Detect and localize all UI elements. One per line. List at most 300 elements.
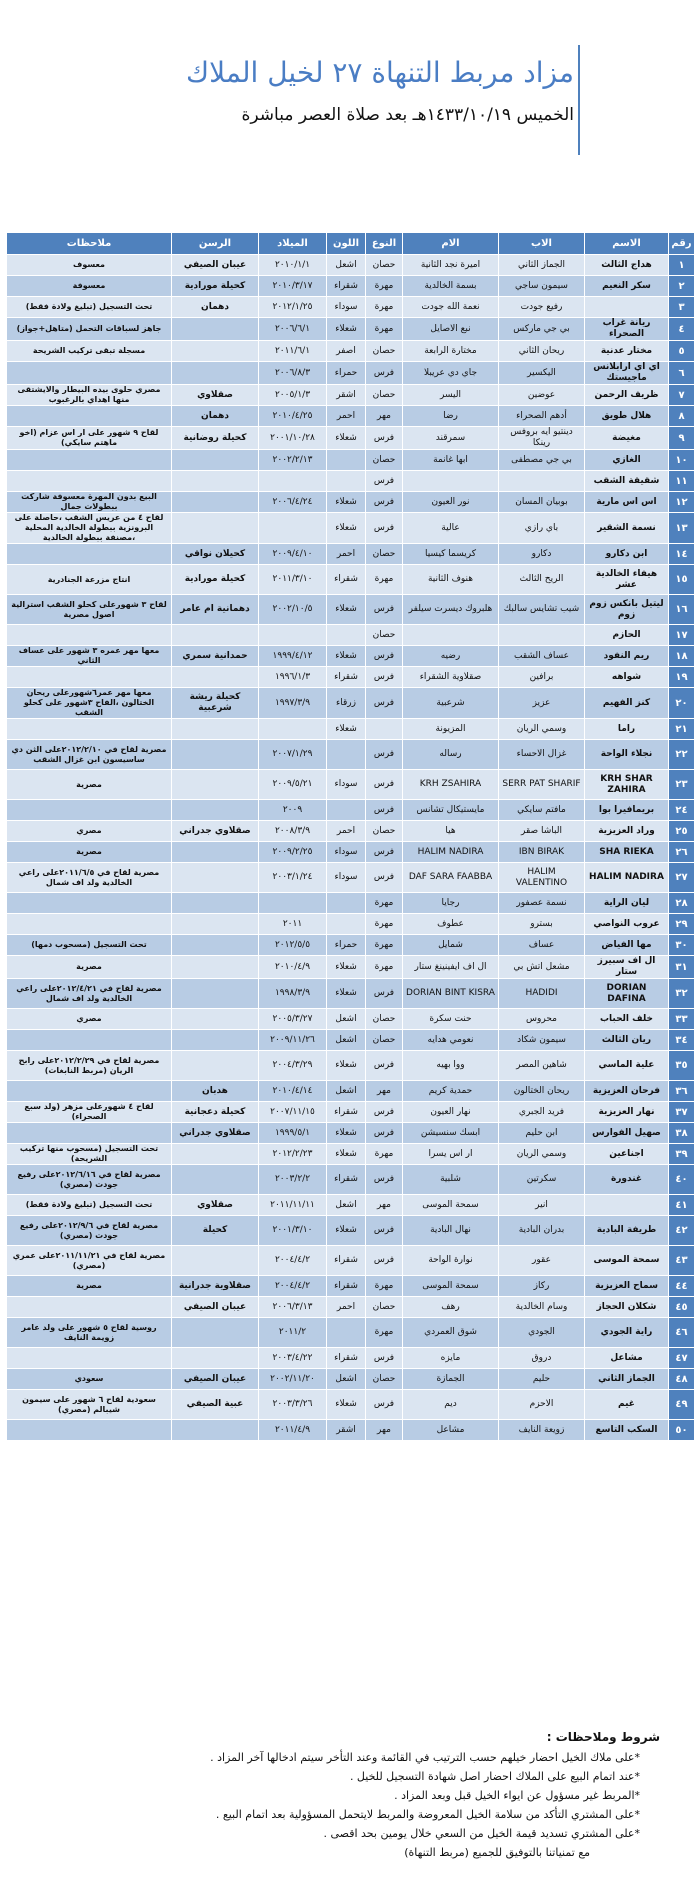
- sire: شاهين المصر: [499, 1051, 585, 1081]
- strain: [172, 667, 259, 688]
- sire: ريحان الختالون: [499, 1081, 585, 1102]
- auction-table: [6, 232, 695, 1441]
- horse-name: نجلاء الواحة: [585, 740, 669, 770]
- horse-name: غندورة: [585, 1165, 669, 1195]
- horse-name: مها الفياض: [585, 935, 669, 956]
- table-row: [7, 1123, 695, 1144]
- page-subtitle: الخميس ١٤٣٣/١٠/١٩هـ بعد صلاة العصر مباشرة: [241, 105, 574, 125]
- table-row: [7, 471, 695, 492]
- table-row: [7, 1195, 695, 1216]
- notes: تحت التسجيل (مسحوب منها تركيب الشريحة): [7, 1144, 172, 1165]
- sire: زويعة النايف: [499, 1420, 585, 1441]
- birth-date: ٢٠٠٧/١/٢٩: [259, 740, 327, 770]
- table-header-row: [7, 233, 695, 255]
- column-header: اللون: [327, 233, 366, 255]
- row-number: ٢٠: [669, 688, 695, 719]
- horse-name: راما: [585, 719, 669, 740]
- color: شقراء: [327, 667, 366, 688]
- type: فرس: [366, 1102, 403, 1123]
- birth-date: ٢٠١٠/٤/١٤: [259, 1081, 327, 1102]
- type: فرس: [366, 667, 403, 688]
- sire: غزال الاحساء: [499, 740, 585, 770]
- type: فرس: [366, 863, 403, 893]
- dam: عالية: [403, 513, 499, 544]
- color: حمراء: [327, 362, 366, 385]
- sire: الجودي: [499, 1318, 585, 1348]
- row-number: ٣١: [669, 956, 695, 979]
- type: حصان: [366, 1030, 403, 1051]
- notes: [7, 667, 172, 688]
- sire: فريد الجبري: [499, 1102, 585, 1123]
- notes: البيع بدون المهرة معسوفة شاركت ببطولات جمال: [7, 492, 172, 513]
- color: اشعل: [327, 1030, 366, 1051]
- dam: جاي دي عريبلا: [403, 362, 499, 385]
- notes: روسية لقاح ٥ شهور على ولد عامر زويمة النايف: [7, 1318, 172, 1348]
- sire: بي جي ماركس: [499, 318, 585, 341]
- birth-date: ٢٠٠٦/٦/١: [259, 318, 327, 341]
- dam: شوق العمردي: [403, 1318, 499, 1348]
- color: احمر: [327, 821, 366, 842]
- dam: المزيونة: [403, 719, 499, 740]
- column-header: الاسم: [585, 233, 669, 255]
- sire: [499, 471, 585, 492]
- table-row: [7, 1030, 695, 1051]
- dam: شلبية: [403, 1165, 499, 1195]
- strain: [172, 914, 259, 935]
- sire: باي رازي: [499, 513, 585, 544]
- notes: لقاح ٣ شهورعلى كحلو الشقب استرالية اصول مصرية: [7, 595, 172, 625]
- color: شعلاء: [327, 492, 366, 513]
- row-number: ١: [669, 255, 695, 276]
- row-number: ٢٥: [669, 821, 695, 842]
- row-number: ٢٢: [669, 740, 695, 770]
- horse-name: شقيقة الشقب: [585, 471, 669, 492]
- birth-date: ١٩٩٧/٣/٩: [259, 688, 327, 719]
- color: شقراء: [327, 1348, 366, 1369]
- color: شعلاء: [327, 1144, 366, 1165]
- sire: وسام الخالدية: [499, 1297, 585, 1318]
- strain: عبية الصيفي: [172, 1390, 259, 1420]
- strain: صقلاوي جدراني: [172, 821, 259, 842]
- column-header: الميلاد: [259, 233, 327, 255]
- row-number: ٣٨: [669, 1123, 695, 1144]
- color: [327, 471, 366, 492]
- birth-date: [259, 893, 327, 914]
- type: فرس: [366, 646, 403, 667]
- table-row: [7, 1420, 695, 1441]
- notes: [7, 362, 172, 385]
- table-row: [7, 935, 695, 956]
- dam: ال اف ايفينينغ ستار: [403, 956, 499, 979]
- horse-name: SHA RIEKA: [585, 842, 669, 863]
- type: مهرة: [366, 1318, 403, 1348]
- birth-date: ٢٠١٢/٥/٥: [259, 935, 327, 956]
- color: اشعل: [327, 255, 366, 276]
- table-row: [7, 1276, 695, 1297]
- row-number: ٣٤: [669, 1030, 695, 1051]
- notes: لقاح ٩ شهور على ار اس عزام (اخو ماهتم سايكي): [7, 427, 172, 450]
- column-header: الرسن: [172, 233, 259, 255]
- horse-name: ليان الراية: [585, 893, 669, 914]
- dam: رضا: [403, 406, 499, 427]
- notes: مصرية لقاح في ٢٠١٢/٩/٦على رفيع جودت (مصري): [7, 1216, 172, 1246]
- notes: تحت التسجيل (تبليغ ولادة فقط): [7, 297, 172, 318]
- type: حصان: [366, 1009, 403, 1030]
- row-number: ٥٠: [669, 1420, 695, 1441]
- horse-name: هداج الثالث: [585, 255, 669, 276]
- notes: [7, 471, 172, 492]
- row-number: ١٧: [669, 625, 695, 646]
- horse-name: نهار العزيزية: [585, 1102, 669, 1123]
- table-row: [7, 646, 695, 667]
- color: [327, 800, 366, 821]
- sire: الاحزم: [499, 1390, 585, 1420]
- row-number: ٤٨: [669, 1369, 695, 1390]
- birth-date: ٢٠١١/٤/٩: [259, 1420, 327, 1441]
- strain: [172, 863, 259, 893]
- row-number: ١٣: [669, 513, 695, 544]
- color: شعلاء: [327, 719, 366, 740]
- sire: رفيع جودت: [499, 297, 585, 318]
- horse-name: ريان الثالث: [585, 1030, 669, 1051]
- strain: صقلاوي: [172, 1195, 259, 1216]
- color: اشعل: [327, 1369, 366, 1390]
- horse-name: [585, 1195, 669, 1216]
- table-row: [7, 688, 695, 719]
- dam: رضيه: [403, 646, 499, 667]
- strain: كحيلة: [172, 1216, 259, 1246]
- color: اشعل: [327, 1081, 366, 1102]
- birth-date: ٢٠٠٣/١/٢٤: [259, 863, 327, 893]
- dam: ار اس يسرا: [403, 1144, 499, 1165]
- birth-date: ٢٠٠١/١٠/٢٨: [259, 427, 327, 450]
- row-number: ٨: [669, 406, 695, 427]
- table-row: [7, 956, 695, 979]
- table-row: [7, 385, 695, 406]
- notes: [7, 1081, 172, 1102]
- color: شعلاء: [327, 1216, 366, 1246]
- horse-name: سكر النعيم: [585, 276, 669, 297]
- color: زرقاء: [327, 688, 366, 719]
- sire: شيب تشايس سالبك: [499, 595, 585, 625]
- dam: سمرقند: [403, 427, 499, 450]
- dam: رجايا: [403, 893, 499, 914]
- row-number: ١٢: [669, 492, 695, 513]
- terms-closing: مع تمنياتنا بالتوفيق للجميع (مربط التنهاة): [404, 1846, 590, 1859]
- page-header: [0, 20, 700, 140]
- row-number: ٣٣: [669, 1009, 695, 1030]
- row-number: ٤٧: [669, 1348, 695, 1369]
- horse-name: هيفاء الخالدية عشر: [585, 565, 669, 595]
- color: احمر: [327, 544, 366, 565]
- strain: [172, 935, 259, 956]
- strain: [172, 492, 259, 513]
- column-header: الام: [403, 233, 499, 255]
- terms-item: *على المشتري تسديد قيمة الخيل من السعي خلال يومين بحد اقصى .: [323, 1827, 640, 1840]
- row-number: ٢٨: [669, 893, 695, 914]
- table-body: [7, 255, 695, 1441]
- notes: مصرية: [7, 956, 172, 979]
- notes: [7, 800, 172, 821]
- strain: كحيلة روضانية: [172, 427, 259, 450]
- color: شعلاء: [327, 595, 366, 625]
- type: مهر: [366, 406, 403, 427]
- notes: انتاج مزرعة الجنادرية: [7, 565, 172, 595]
- sire: دكارو: [499, 544, 585, 565]
- strain: كحيلة مورادية: [172, 565, 259, 595]
- birth-date: ١٩٩٩/٥/١: [259, 1123, 327, 1144]
- type: حصان: [366, 544, 403, 565]
- notes: مصرية: [7, 1276, 172, 1297]
- table-row: [7, 1390, 695, 1420]
- table-row: [7, 625, 695, 646]
- color: سوداء: [327, 770, 366, 800]
- sire: ركاز: [499, 1276, 585, 1297]
- notes: مصري حلوى بيده البيطار والايشتقى منها اهداي بالرغبوب: [7, 385, 172, 406]
- type: فرس: [366, 1165, 403, 1195]
- horse-name: طريفة البادية: [585, 1216, 669, 1246]
- horse-name: شكلان الحجاز: [585, 1297, 669, 1318]
- horse-name: شواهه: [585, 667, 669, 688]
- color: شقراء: [327, 565, 366, 595]
- color: [327, 893, 366, 914]
- dam: ديم: [403, 1390, 499, 1420]
- strain: [172, 318, 259, 341]
- row-number: ٢٦: [669, 842, 695, 863]
- color: شقراء: [327, 1102, 366, 1123]
- strain: [172, 1009, 259, 1030]
- sire: HALIM VALENTINO: [499, 863, 585, 893]
- notes: مصري: [7, 821, 172, 842]
- strain: دهمان: [172, 406, 259, 427]
- birth-date: ٢٠٠٩/٢/٢٥: [259, 842, 327, 863]
- row-number: ١٩: [669, 667, 695, 688]
- color: اشقر: [327, 1420, 366, 1441]
- dam: رهف: [403, 1297, 499, 1318]
- strain: عيبان الصيفي: [172, 255, 259, 276]
- horse-name: DORIAN DAFINA: [585, 979, 669, 1009]
- page-title: مزاد مربط التنهاة ٢٧ لخيل الملاك: [186, 56, 574, 89]
- type: حصان: [366, 255, 403, 276]
- title-divider: [578, 45, 580, 155]
- birth-date: ٢٠٠٩/٤/١٠: [259, 544, 327, 565]
- table-row: [7, 1144, 695, 1165]
- horse-name: ليتيل بانكس زوم زوم: [585, 595, 669, 625]
- color: [327, 914, 366, 935]
- strain: [172, 471, 259, 492]
- type: فرس: [366, 427, 403, 450]
- birth-date: ٢٠٠١/٣/١٠: [259, 1216, 327, 1246]
- dam: نعمة الله جودت: [403, 297, 499, 318]
- color: شعلاء: [327, 318, 366, 341]
- notes: [7, 1030, 172, 1051]
- row-number: ٢: [669, 276, 695, 297]
- birth-date: [259, 471, 327, 492]
- strain: [172, 513, 259, 544]
- strain: عيبان الصيفي: [172, 1297, 259, 1318]
- type: فرس: [366, 595, 403, 625]
- table-row: [7, 1051, 695, 1081]
- strain: [172, 450, 259, 471]
- sire: نسمة عصفور: [499, 893, 585, 914]
- birth-date: ٢٠١٠/٤/٢٥: [259, 406, 327, 427]
- color: سوداء: [327, 863, 366, 893]
- sire: سيمون شكاد: [499, 1030, 585, 1051]
- row-number: ٤١: [669, 1195, 695, 1216]
- notes: معسوفة: [7, 276, 172, 297]
- horse-name: كنز الفهيم: [585, 688, 669, 719]
- color: اشعل: [327, 1195, 366, 1216]
- color: شعلاء: [327, 956, 366, 979]
- type: فرس: [366, 1123, 403, 1144]
- strain: [172, 719, 259, 740]
- terms-heading: شروط وملاحظات :: [546, 1730, 660, 1744]
- type: فرس: [366, 770, 403, 800]
- table-row: [7, 979, 695, 1009]
- color: [327, 450, 366, 471]
- strain: [172, 1318, 259, 1348]
- strain: [172, 770, 259, 800]
- birth-date: [259, 625, 327, 646]
- notes: [7, 625, 172, 646]
- row-number: ٢١: [669, 719, 695, 740]
- birth-date: ٢٠٠٣/٤/٢٢: [259, 1348, 327, 1369]
- notes: [7, 406, 172, 427]
- sire: HADIDI: [499, 979, 585, 1009]
- table-row: [7, 667, 695, 688]
- dam: KRH ZSAHIRA: [403, 770, 499, 800]
- strain: [172, 1051, 259, 1081]
- row-number: ٤٢: [669, 1216, 695, 1246]
- row-number: ١٦: [669, 595, 695, 625]
- row-number: ٤٥: [669, 1297, 695, 1318]
- type: مهر: [366, 1081, 403, 1102]
- dam: مختارة الرابعة: [403, 341, 499, 362]
- strain: دهمانية ام عامر: [172, 595, 259, 625]
- notes: لقاح ٤ من عريس الشقب ،حاصلة على البرونزية ببطولة الخالدية المحلية ،مصنفة ببطولة الخالدية: [7, 513, 172, 544]
- type: فرس: [366, 1051, 403, 1081]
- horse-name: ريانة غراب الصحراء: [585, 318, 669, 341]
- terms-section: [40, 1730, 660, 1864]
- birth-date: ١٩٩٦/١/٣: [259, 667, 327, 688]
- birth-date: ٢٠٠٩/١١/٢٦: [259, 1030, 327, 1051]
- horse-name: الحازم: [585, 625, 669, 646]
- horse-name: الجماز الثاني: [585, 1369, 669, 1390]
- horse-name: وراد العزيزية: [585, 821, 669, 842]
- horse-name: فرحان العزيزية: [585, 1081, 669, 1102]
- strain: كحيلان نواقي: [172, 544, 259, 565]
- type: فرس: [366, 842, 403, 863]
- type: حصان: [366, 625, 403, 646]
- birth-date: ٢٠٠٢/١٠/٥: [259, 595, 327, 625]
- sire: عوضين: [499, 385, 585, 406]
- horse-name: ظريف الرحمن: [585, 385, 669, 406]
- row-number: ٦: [669, 362, 695, 385]
- type: مهرة: [366, 318, 403, 341]
- sire: دروق: [499, 1348, 585, 1369]
- notes: [7, 544, 172, 565]
- notes: مسجلة تبقى تركيب الشريحة: [7, 341, 172, 362]
- sire: انير: [499, 1195, 585, 1216]
- row-number: ٣٠: [669, 935, 695, 956]
- color: [327, 740, 366, 770]
- terms-item: *المربط غير مسؤول عن ايواء الخيل قبل وبعد المزاد .: [394, 1789, 640, 1802]
- horse-name: اجناعين: [585, 1144, 669, 1165]
- notes: تحت التسجيل (تبليغ ولادة فقط): [7, 1195, 172, 1216]
- birth-date: ٢٠١١/٦/١: [259, 341, 327, 362]
- dam: شمايل: [403, 935, 499, 956]
- notes: [7, 450, 172, 471]
- strain: [172, 1165, 259, 1195]
- notes: معسوف: [7, 255, 172, 276]
- dam: اليسر: [403, 385, 499, 406]
- notes: تحت التسجيل (مسحوب دمها): [7, 935, 172, 956]
- horse-name: اس اس مارية: [585, 492, 669, 513]
- horse-name: ال اف سبيرز ستار: [585, 956, 669, 979]
- birth-date: ٢٠٠٢/٢/١٣: [259, 450, 327, 471]
- strain: كحيلة دعجانية: [172, 1102, 259, 1123]
- color: شعلاء: [327, 513, 366, 544]
- dam: ووا بهيه: [403, 1051, 499, 1081]
- type: مهرة: [366, 956, 403, 979]
- birth-date: ٢٠٠٤/٤/٢: [259, 1246, 327, 1276]
- color: حمراء: [327, 935, 366, 956]
- dam: DAF SARA FAABBA: [403, 863, 499, 893]
- strain: [172, 800, 259, 821]
- notes: مصرية لقاح في ٢٠١٢/٢/٢٩على رابح الريان (مربط النابغات): [7, 1051, 172, 1081]
- table-row: [7, 1297, 695, 1318]
- type: [366, 719, 403, 740]
- dam: هنوف الثانية: [403, 565, 499, 595]
- row-number: ٤٦: [669, 1318, 695, 1348]
- dam: نبع الاصايل: [403, 318, 499, 341]
- birth-date: ٢٠١١/٣/١٠: [259, 565, 327, 595]
- birth-date: ٢٠١٠/٣/١٧: [259, 276, 327, 297]
- table-row: [7, 1348, 695, 1369]
- color: شعلاء: [327, 427, 366, 450]
- dam: مايستيكال تشانس: [403, 800, 499, 821]
- row-number: ٤: [669, 318, 695, 341]
- strain: صقلاوي جدراني: [172, 1123, 259, 1144]
- sire: محروس: [499, 1009, 585, 1030]
- birth-date: ٢٠٠٩/٥/٢١: [259, 770, 327, 800]
- notes: معها مهر عمره ٣ شهور على عساف الثاني: [7, 646, 172, 667]
- table-row: [7, 719, 695, 740]
- row-number: ٣: [669, 297, 695, 318]
- table-row: [7, 362, 695, 385]
- sire: دينتيو ايه بروفس رينكا: [499, 427, 585, 450]
- dam: مايزه: [403, 1348, 499, 1369]
- horse-name: صهيل الفوارس: [585, 1123, 669, 1144]
- strain: صقلاوي: [172, 385, 259, 406]
- sire: الجماز الثاني: [499, 255, 585, 276]
- notes: [7, 1297, 172, 1318]
- table-row: [7, 821, 695, 842]
- table-row: [7, 770, 695, 800]
- birth-date: ٢٠٠٦/٣/١٣: [259, 1297, 327, 1318]
- horse-name: عروب النواصي: [585, 914, 669, 935]
- horse-name: مشاعل: [585, 1348, 669, 1369]
- sire: بوبيان المسان: [499, 492, 585, 513]
- birth-date: ٢٠٠٤/٣/٢٩: [259, 1051, 327, 1081]
- strain: صقلاوية جدرانية: [172, 1276, 259, 1297]
- notes: [7, 914, 172, 935]
- notes: مصرية لقاح في ٢٠١٢/٦/١٦على رفيع جودت (مصري): [7, 1165, 172, 1195]
- color: اشقر: [327, 385, 366, 406]
- notes: [7, 1348, 172, 1369]
- column-header: النوع: [366, 233, 403, 255]
- table-row: [7, 842, 695, 863]
